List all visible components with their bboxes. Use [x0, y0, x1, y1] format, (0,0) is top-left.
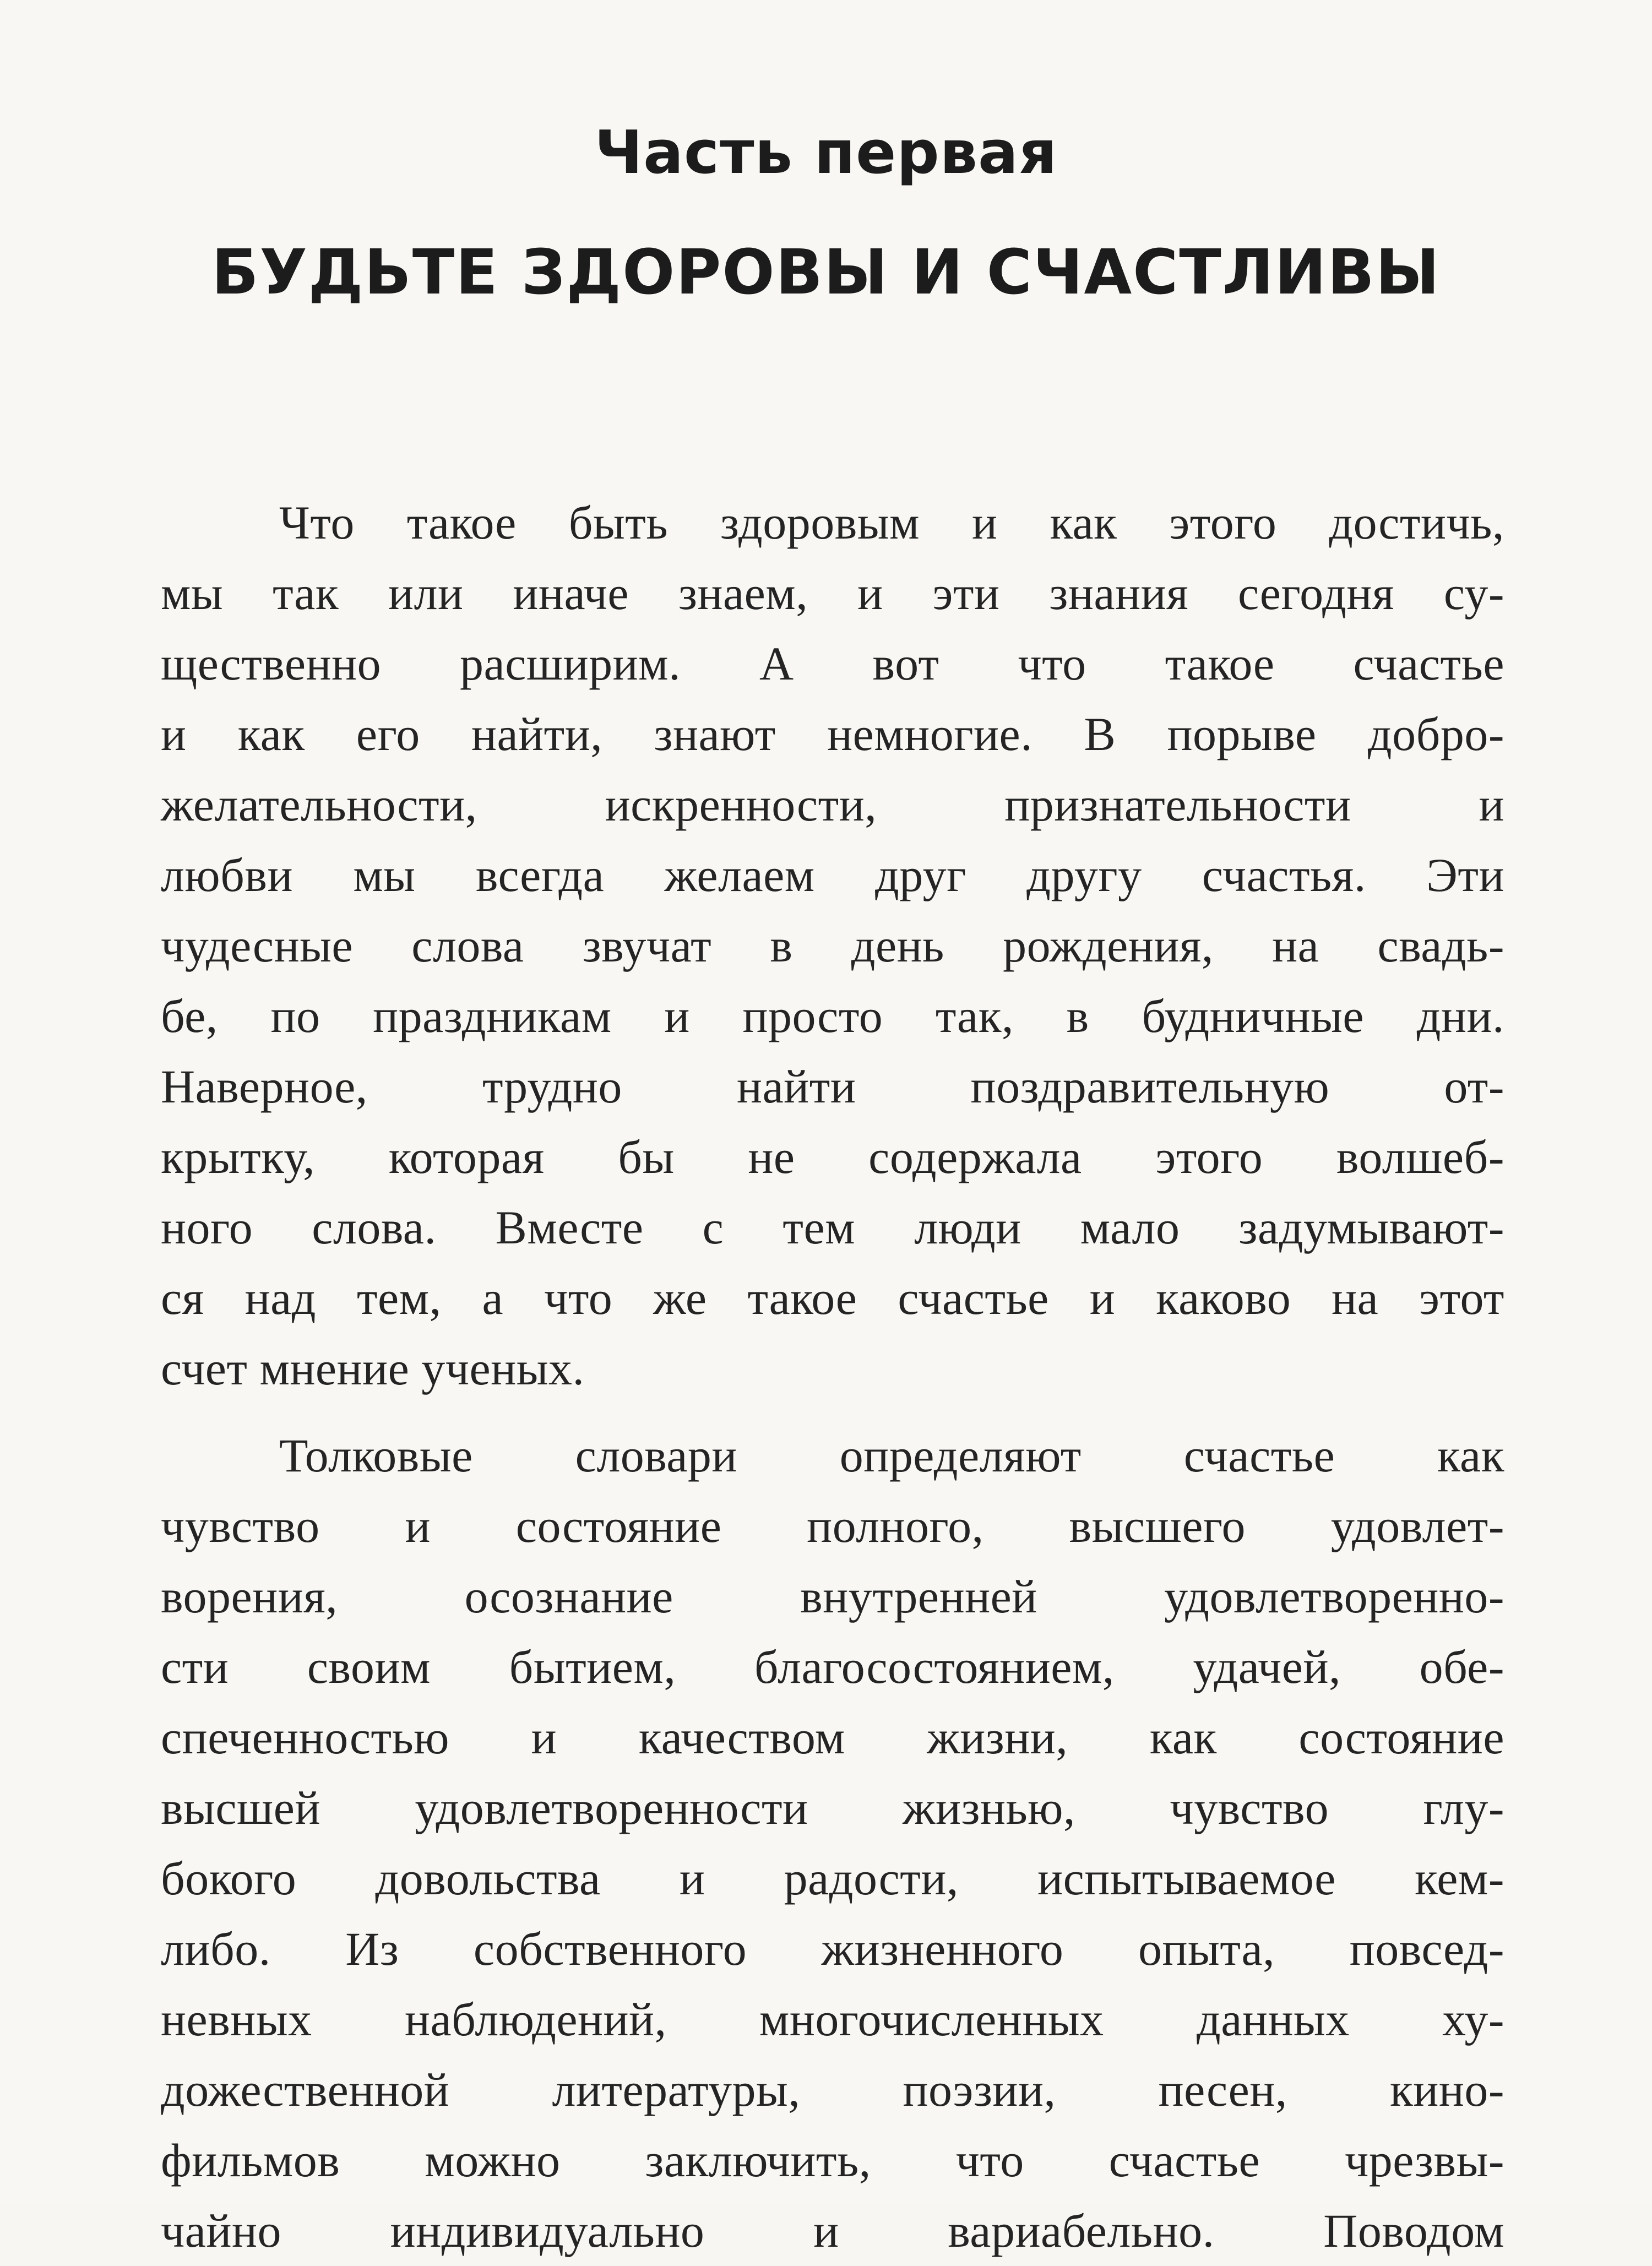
text-line: чувство и состояние полного, высшего удовлет-	[161, 1499, 1504, 1552]
text-line: ворения, осознание внутренней удовлетворенно-	[161, 1570, 1504, 1623]
text-line: ся над тем, а что же такое счастье и каково на этот	[161, 1271, 1504, 1324]
text-line: и как его найти, знают немногие. В порыве добро-	[161, 708, 1504, 760]
text-line: бе, по праздникам и просто так, в будничные дни.	[161, 990, 1504, 1042]
text-line: желательности, искренности, признательности и	[161, 778, 1504, 831]
text-line: чайно индивидуально и вариабельно. Поводом	[161, 2204, 1504, 2257]
text-line: либо. Из собственного жизненного опыта, повсед-	[161, 1922, 1504, 1975]
body-text	[161, 487, 1504, 2266]
text-line: высшей удовлетворенности жизнью, чувство глу-	[161, 1781, 1504, 1834]
text-line: чудесные слова звучат в день рождения, на свадь-	[161, 919, 1504, 972]
text-line: счет мнение ученых.	[161, 1342, 585, 1395]
paragraph-1	[161, 487, 1504, 1404]
chapter-title: БУДЬТЕ ЗДОРОВЫ И СЧАСТЛИВЫ	[211, 237, 1441, 308]
text-line: крытку, которая бы не содержала этого волшеб-	[161, 1131, 1504, 1183]
text-line: ного слова. Вместе с тем люди мало задумывают-	[161, 1201, 1504, 1254]
text-line: Что такое быть здоровым и как этого достичь,	[279, 496, 1504, 549]
text-line: любви мы всегда желаем друг другу счастья. Эти	[161, 849, 1504, 901]
part-heading: Часть первая	[594, 118, 1058, 187]
text-line: спеченностью и качеством жизни, как состояние	[161, 1711, 1504, 1764]
text-line: щественно расширим. А вот что такое счастье	[161, 637, 1504, 690]
text-line: Наверное, трудно найти поздравительную от-	[161, 1060, 1504, 1113]
text-line: мы так или иначе знаем, и эти знания сегодня су-	[161, 567, 1504, 620]
paragraph-2	[161, 1420, 1504, 2266]
text-line: сти своим бытием, благосостоянием, удачей, обе-	[161, 1640, 1504, 1693]
text-line: невных наблюдений, многочисленных данных ху-	[161, 1993, 1504, 2046]
text-line: дожественной литературы, поэзии, песен, кино-	[161, 2063, 1504, 2116]
paragraph-gap	[161, 1404, 1504, 1420]
text-line: Толковые словари определяют счастье как	[279, 1429, 1504, 1482]
text-line: фильмов можно заключить, что счастье чрезвы-	[161, 2134, 1504, 2187]
text-line: бокого довольства и радости, испытываемое кем-	[161, 1852, 1504, 1905]
